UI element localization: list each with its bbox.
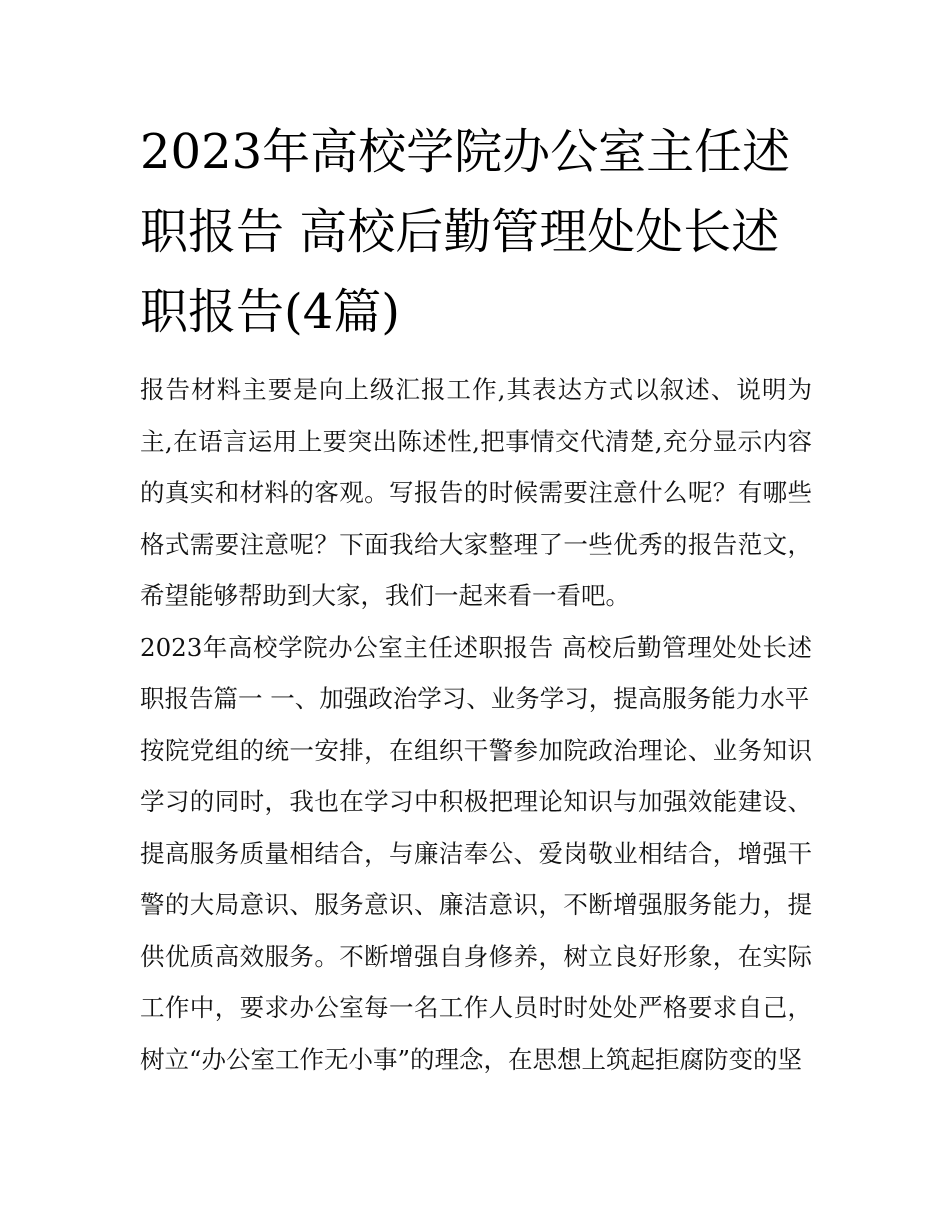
document-title: 2023年高校学院办公室主任述职报告 高校后勤管理处处长述职报告(4篇) (140, 124, 791, 340)
section-heading-paragraph: 2023年高校学院办公室主任述职报告 高校后勤管理处处长述职报告篇一 一、加强政治学习、业务学习，提高服务能力水平 (140, 632, 812, 713)
body-paragraph: 按院党组的统一安排，在组织干警参加院政治理论、业务知识学习的同时，我也在学习中积极把理论知识与加强效能建设、提高服务质量相结合，与廉洁奉公、爱岗敬业相结合，增强干警的大局意识、服务意识、廉洁意识，不断增强服务能力，提供优质高效服务。不断增强自身修养，树立良好形象，在实际工作中，要求办公室每一名工作人员时时处处严格要求自己，树立“办公室工作无小事”的理念，在思想上筑起拒腐防变的坚 (140, 735, 812, 1074)
intro-paragraph: 报告材料主要是向上级汇报工作,其表达方式以叙述、说明为主,在语言运用上要突出陈述性,把事情交代清楚,充分显示内容的真实和材料的客观。写报告的时候需要注意什么呢？有哪些格式需要注意呢？下面我给大家整理了一些优秀的报告范文，希望能够帮助到大家，我们一起来看一看吧。 (140, 375, 812, 610)
document-body (140, 112, 812, 1085)
